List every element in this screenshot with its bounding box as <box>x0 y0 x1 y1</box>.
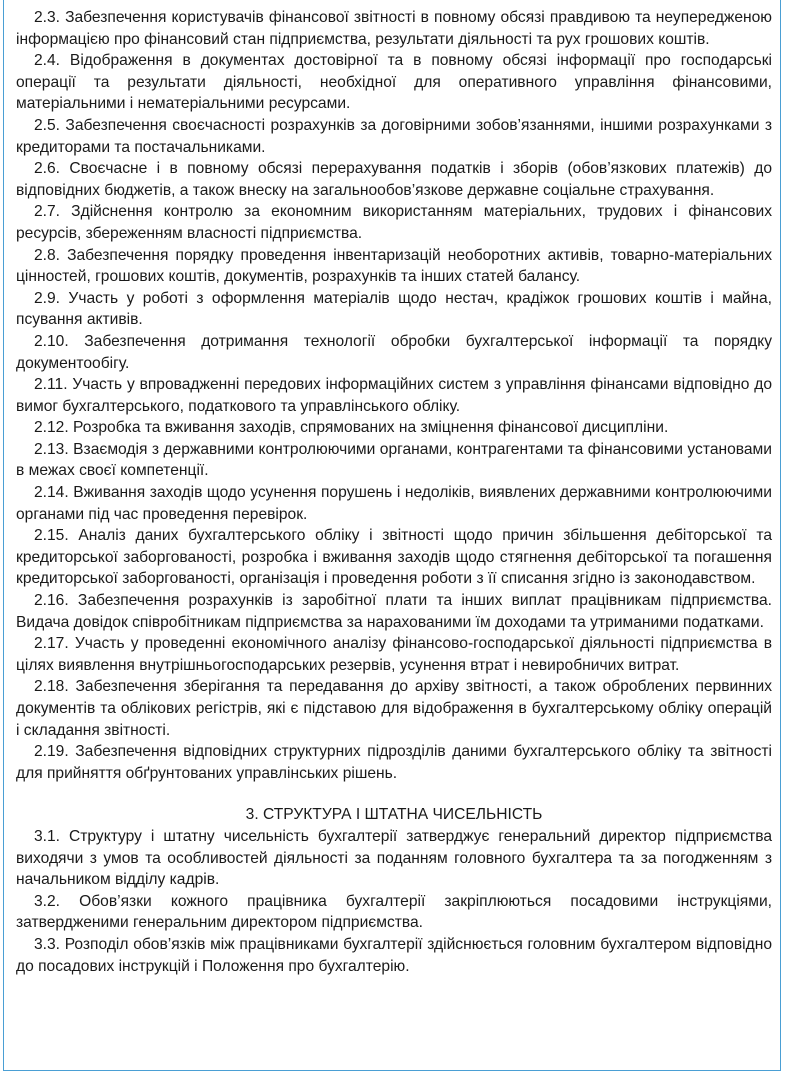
paragraph-2-15: 2.15. Аналіз даних бухгалтерського обліку і звітності щодо причин збільшення дебіторської та кредиторської заборгованості, розробка і вживання заходів щодо стягнення дебіторської та погашення кредиторської заборгованості, організація і проведення роботи з її списання згідно із законодавством. <box>16 527 772 588</box>
paragraph-2-8: 2.8. Забезпечення порядку проведення інвентаризацій необоротних активів, товарно-матеріальних цінностей, грошових коштів, документів, розрахунків та інших статей балансу. <box>16 246 772 286</box>
paragraph-2-7: 2.7. Здійснення контролю за економним використанням матеріальних, трудових і фінансових ресурсів, збереженням власності підприємства. <box>16 203 772 242</box>
paragraph-2-6: 2.6. Своєчасне і в повному обсязі перерахування податків і зборів (обов’язкових платежів) до відповідних бюджетів, а також внеску на загальнообов’язкове державне соціальне страхування. <box>16 160 772 199</box>
paragraph-2-11: 2.11. Участь у впровадженні передових інформаційних систем з управління фінансами відповідно до вимог бухгалтерського, податкового та управлінського обліку. <box>16 376 772 415</box>
paragraph-2-3: 2.3. Забезпечення користувачів фінансової звітності в повному обсязі правдивою та неупередженою інформацією про фінансовий стан підприємства, результати діяльності та рух грошових коштів. <box>16 9 772 48</box>
paragraph-3-3: 3.3. Розподіл обов’язків між працівниками бухгалтерії здійснюється головним бухгалтером відповідно до посадових інструкцій і Положення про бухгалтерію. <box>16 935 772 975</box>
paragraph-2-13: 2.13. Взаємодія з державними контролюючими органами, контрагентами та фінансовими установами в межах своєї компетенції. <box>16 440 772 480</box>
paragraph-2-4: 2.4. Відображення в документах достовірної та в повному обсязі інформації про господарські операції та результати діяльності, необхідної для оперативного управління фінансовими, матеріальними і нематеріальними ресурсами. <box>16 52 772 113</box>
paragraph-2-19: 2.19. Забезпечення відповідних структурних підрозділів даними бухгалтерського обліку та звітності для прийняття обґрунтованих управлінських рішень. <box>16 743 772 782</box>
paragraph-2-10: 2.10. Забезпечення дотримання технології обробки бухгалтерської інформації та порядку документообігу. <box>16 332 772 372</box>
paragraph-2-17: 2.17. Участь у проведенні економічного аналізу фінансово-господарської діяльності підприємства в цілях виявлення внутрішньогосподарських резервів, усунення втрат і невиробничих витрат. <box>16 635 772 674</box>
paragraph-3-1: 3.1. Структуру і штатну чисельність бухгалтерії затверджує генеральний директор підприємства виходячи з умов та особливостей діяльності за поданням головного бухгалтера та за погодженням з начальником відділу кадрів. <box>16 827 772 889</box>
paragraph-3-2: 3.2. Обов’язки кожного працівника бухгалтерії закріплюються посадовими інструкціями, затвердженими генеральним директором підприємства. <box>16 892 772 932</box>
paragraph-2-12: 2.12. Розробка та вживання заходів, спрямованих на зміцнення фінансової дисципліни. <box>34 419 669 437</box>
paragraph-2-5: 2.5. Забезпечення своєчасності розрахунків за договірними зобов’язаннями, іншими розрахунками з кредиторами та постачальниками. <box>16 116 772 156</box>
paragraph-2-9: 2.9. Участь у роботі з оформлення матеріалів щодо нестач, крадіжок грошових коштів і майна, псування активів. <box>16 289 772 329</box>
paragraph-2-18: 2.18. Забезпечення зберігання та передавання до архіву звітності, а також оброблених первинних документів та облікових регістрів, які є підставою для відображення в бухгалтерському обліку операцій і складання звітності. <box>16 678 772 739</box>
document-body <box>16 7 772 977</box>
section-3-heading: 3. СТРУКТУРА І ШТАТНА ЧИСЕЛЬНІСТЬ <box>245 806 543 824</box>
paragraph-2-16: 2.16. Забезпечення розрахунків із заробітної плати та інших виплат працівникам підприємства. Видача довідок співробітникам підприємства за нарахованими їм доходами та утриманими податками. <box>16 592 772 631</box>
paragraph-2-14: 2.14. Вживання заходів щодо усунення порушень і недоліків, виявлених державними контролюючими органами під час проведення перевірок. <box>16 484 772 523</box>
